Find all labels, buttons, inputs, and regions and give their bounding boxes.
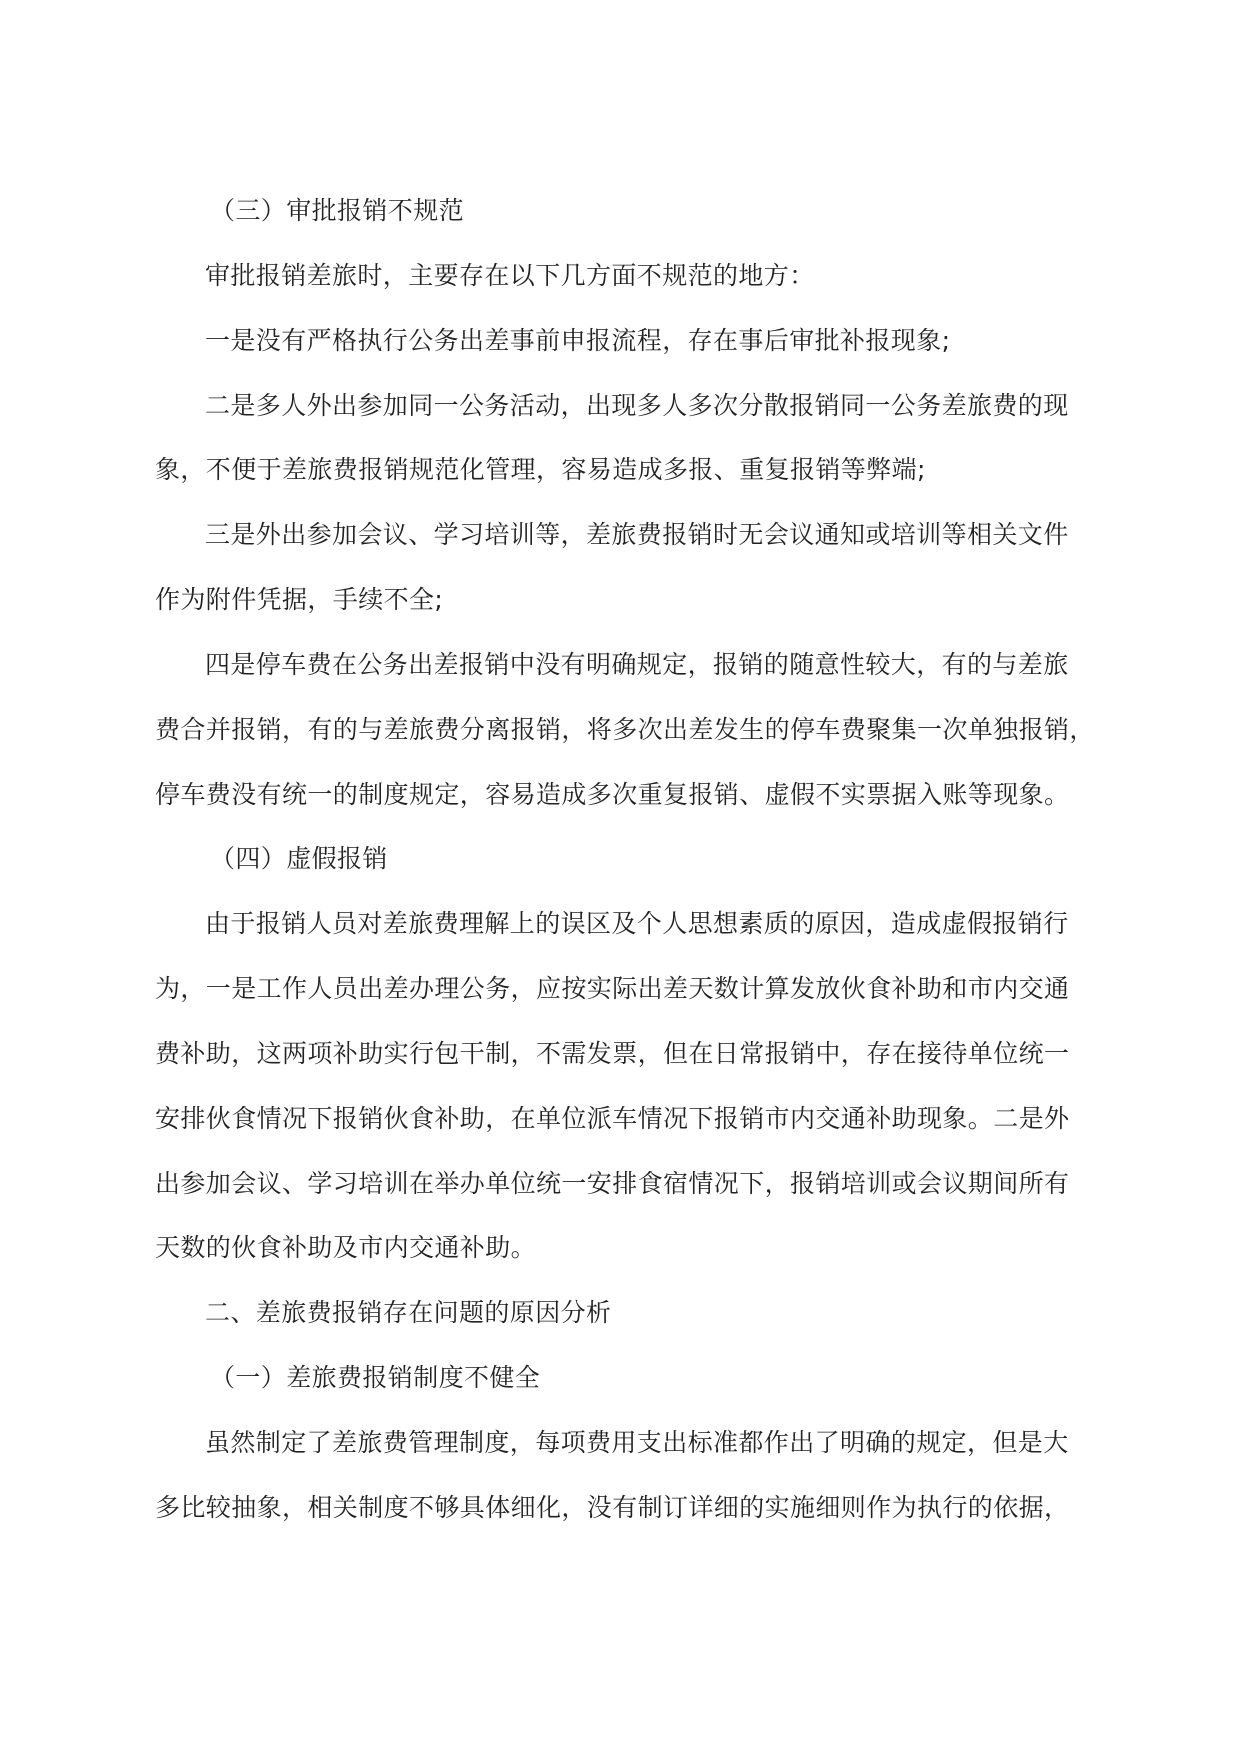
subheading-system: （一）差旅费报销制度不健全 [210,1363,541,1392]
paragraph-line: 二是多人外出参加同一公务活动，出现多人多次分散报销同一公务差旅费的现 [205,391,1069,420]
paragraph-line: 安排伙食情况下报销伙食补助，在单位派车情况下报销市内交通补助现象。二是外 [155,1104,1070,1133]
paragraph-line: 由于报销人员对差旅费理解上的误区及个人思想素质的原因，造成虚假报销行 [205,909,1069,938]
paragraph-line: 为，一是工作人员出差办理公务，应按实际出差天数计算发放伙食补助和市内交通 [155,974,1070,1003]
paragraph-line: 象，不便于差旅费报销规范化管理，容易造成多报、重复报销等弊端; [155,455,926,484]
paragraph-line: 多比较抽象，相关制度不够具体细化，没有制订详细的实施细则作为执行的依据， [155,1493,1070,1522]
paragraph-line: 费补助，这两项补助实行包干制，不需发票，但在日常报销中，存在接待单位统一 [155,1039,1070,1068]
subheading-false-claims: （四）虚假报销 [210,844,388,873]
paragraph-line: 出参加会议、学习培训在举办单位统一安排食宿情况下，报销培训或会议期间所有 [155,1169,1070,1198]
paragraph-line: 费合并报销，有的与差旅费分离报销，将多次出差发生的停车费聚集一次单独报销， [155,715,1095,744]
subheading-approval: （三）审批报销不规范 [210,196,465,225]
paragraph-line: 作为附件凭据，手续不全; [155,585,444,614]
paragraph-line: 停车费没有统一的制度规定，容易造成多次重复报销、虚假不实票据入账等现象。 [155,780,1070,809]
paragraph-line: 四是停车费在公务出差报销中没有明确规定，报销的随意性较大，有的与差旅 [205,650,1069,679]
paragraph-line: 三是外出参加会议、学习培训等，差旅费报销时无会议通知或培训等相关文件 [205,520,1069,549]
paragraph-line: 虽然制定了差旅费管理制度，每项费用支出标准都作出了明确的规定，但是大 [205,1428,1069,1457]
section-heading: 二、差旅费报销存在问题的原因分析 [205,1298,612,1327]
paragraph-line: 一是没有严格执行公务出差事前申报流程，存在事后审批补报现象; [205,326,951,355]
paragraph-line: 天数的伙食补助及市内交通补助。 [155,1233,537,1262]
paragraph-line: 审批报销差旅时，主要存在以下几方面不规范的地方： [205,261,815,290]
